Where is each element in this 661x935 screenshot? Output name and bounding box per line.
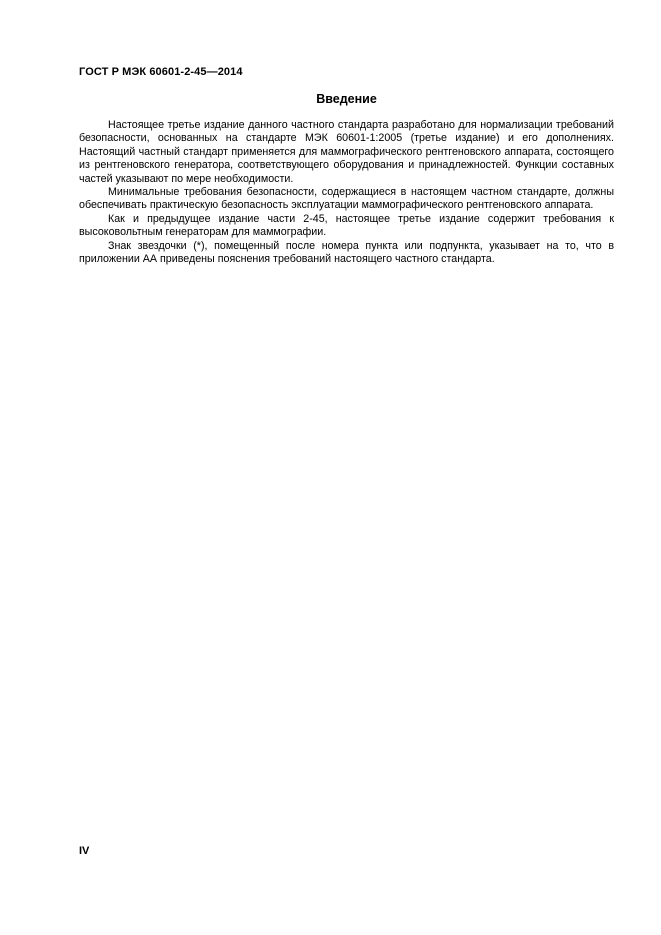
- paragraph: Как и предыдущее издание части 2-45, настоящее третье издание содержит требования к высоковольтным генераторам для маммографии.: [79, 212, 614, 239]
- page-number: IV: [79, 845, 90, 857]
- document-header: ГОСТ Р МЭК 60601-2-45—2014: [79, 66, 243, 78]
- body-text: [79, 119, 614, 266]
- section-title: Введение: [316, 92, 377, 106]
- paragraph: Знак звездочки (*), помещенный после номера пункта или подпункта, указывает на то, что в приложении АА приведены пояснения требований настоящего частного стандарта.: [79, 239, 614, 266]
- paragraph: Настоящее третье издание данного частного стандарта разработано для нормализации требований безопасности, основанных на стандарте МЭК 60601-1:2005 (третье издание) и его дополнениях. Настоящий частный стандарт применяется для маммографического рентгеновского аппарата, состоящего из рентгеновского генератора, соответствующего оборудования и принадлежностей. Функции составных частей указывают по мере необходимости.: [79, 119, 614, 185]
- paragraph: Минимальные требования безопасности, содержащиеся в настоящем частном стандарте, должны обеспечивать практическую безопасность эксплуатации маммографического рентгеновского аппарата.: [79, 186, 614, 212]
